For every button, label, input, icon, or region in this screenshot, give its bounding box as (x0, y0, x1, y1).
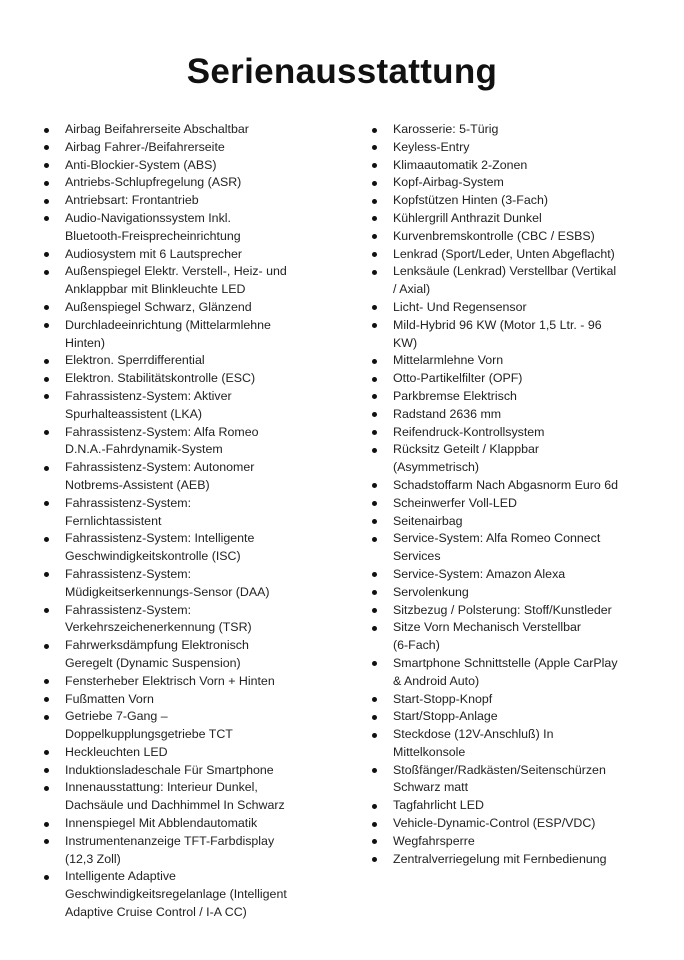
list-item-text: D.N.A.-Fahrdynamik-System (65, 442, 223, 457)
bullet-icon (44, 822, 49, 827)
list-item-text: Smartphone Schnittstelle (Apple CarPlay (393, 655, 618, 670)
list-item (372, 797, 672, 815)
list-item-text: Zentralverriegelung mit Fernbedienung (393, 851, 607, 866)
list-item (44, 673, 344, 691)
bullet-icon (372, 768, 377, 773)
bullet-icon (44, 216, 49, 221)
bullet-icon (372, 715, 377, 720)
list-item-text: Service-System: Alfa Romeo Connect (393, 531, 601, 546)
bullet-icon (372, 572, 377, 577)
list-item-text: Notbrems-Assistent (AEB) (65, 477, 210, 492)
bullet-icon (44, 430, 49, 435)
list-item-text: Scheinwerfer Voll-LED (393, 495, 517, 510)
bullet-icon (44, 128, 49, 133)
list-item-text: Fahrassistenz-System: Autonomer (65, 460, 255, 475)
list-item-text: Fahrassistenz-System: (65, 602, 192, 617)
list-item (372, 530, 672, 566)
list-item-text: Start/Stopp-Anlage (393, 709, 498, 724)
list-item (372, 174, 672, 192)
list-item (372, 655, 672, 691)
list-item-text: KW) (393, 335, 418, 350)
bullet-icon (372, 733, 377, 738)
bullet-icon (372, 857, 377, 862)
list-item-text: Audio-Navigationssystem Inkl. (65, 210, 231, 225)
list-item-text: Parkbremse Elektrisch (393, 388, 517, 403)
list-item-text: Sitze Vorn Mechanisch Verstellbar (393, 620, 582, 635)
list-item-text: Airbag Beifahrerseite Abschaltbar (65, 122, 249, 136)
list-item (372, 495, 672, 513)
list-item-text: Antriebsart: Frontantrieb (65, 193, 199, 208)
bullet-icon (44, 839, 49, 844)
bullet-icon (372, 822, 377, 827)
list-item-text: Sitzbezug / Polsterung: Stoff/Kunstleder (393, 602, 612, 617)
bullet-icon (44, 394, 49, 399)
bullet-icon (44, 501, 49, 506)
list-item (372, 726, 672, 762)
list-item-text: (Asymmetrisch) (393, 460, 480, 475)
list-item-text: / Axial) (393, 282, 431, 297)
list-item-text: Start-Stopp-Knopf (393, 691, 493, 706)
list-item (44, 139, 344, 157)
list-item-text: Audiosystem mit 6 Lautsprecher (65, 246, 242, 261)
list-item-text: Kopf-Airbag-System (393, 175, 504, 190)
list-item (372, 317, 672, 353)
bullet-icon (44, 199, 49, 204)
list-item-text: Antriebs-Schlupfregelung (ASR) (65, 175, 242, 190)
bullet-icon (44, 608, 49, 613)
list-item-text: Seitenairbag (393, 513, 463, 528)
list-item-text: Schadstoffarm Nach Abgasnorm Euro 6d (393, 477, 618, 492)
list-item-text: Dachsäule und Dachhimmel In Schwarz (65, 798, 285, 813)
list-item-text: Fensterheber Elektrisch Vorn + Hinten (65, 673, 275, 688)
bullet-icon (372, 145, 377, 150)
list-item-text: Mild-Hybrid 96 KW (Motor 1,5 Ltr. - 96 (393, 317, 602, 332)
list-item-text: Mittelarmlehne Vorn (393, 353, 504, 368)
bullet-icon (372, 305, 377, 310)
list-item-text: Durchladeeinrichtung (Mittelarmlehne (65, 317, 271, 332)
list-item-text: Radstand 2636 mm (393, 406, 502, 421)
list-item-text: Airbag Fahrer-/Beifahrerseite (65, 139, 225, 154)
bullet-icon (44, 786, 49, 791)
bullet-icon (44, 697, 49, 702)
list-item-text: Fahrassistenz-System: (65, 495, 192, 510)
bullet-icon (372, 359, 377, 364)
bullet-icon (44, 270, 49, 275)
bullet-icon (44, 323, 49, 328)
list-item (44, 530, 344, 566)
bullet-icon (372, 590, 377, 595)
list-item (372, 228, 672, 246)
list-item-text: (6-Fach) (393, 638, 440, 653)
list-item (44, 174, 344, 192)
list-item-text: Bluetooth-Freisprecheinrichtung (65, 228, 241, 243)
list-item-text: Innenausstattung: Interieur Dunkel, (65, 780, 258, 795)
list-item (372, 833, 672, 851)
list-item (44, 157, 344, 175)
list-item (372, 477, 672, 495)
bullet-icon (44, 466, 49, 471)
bullet-icon (372, 216, 377, 221)
list-item-text: Intelligente Adaptive (65, 869, 176, 884)
list-item-text: (12,3 Zoll) (65, 851, 121, 866)
list-item-text: Fahrassistenz-System: Intelligente (65, 531, 255, 546)
list-item (44, 691, 344, 709)
list-item (44, 602, 344, 638)
list-item (44, 424, 344, 460)
list-item-text: Tagfahrlicht LED (393, 798, 484, 813)
list-item-text: Lenkrad (Sport/Leder, Unten Abgeflacht) (393, 246, 615, 261)
bullet-icon (372, 608, 377, 613)
list-item-text: Vehicle-Dynamic-Control (ESP/VDC) (393, 816, 596, 831)
list-item (44, 299, 344, 317)
page-title: Serienausstattung (186, 52, 498, 91)
bullet-icon (44, 679, 49, 684)
list-item-text: Schwarz matt (393, 780, 469, 795)
list-item-text: Kühlergrill Anthrazit Dunkel (393, 210, 542, 225)
bullet-icon (44, 145, 49, 150)
list-item-text: Spurhalteassistent (LKA) (65, 406, 203, 421)
bullet-icon (372, 199, 377, 204)
bullet-icon (44, 768, 49, 773)
list-item (372, 424, 672, 442)
list-item-text: Anti-Blockier-System (ABS) (65, 157, 217, 172)
list-item-text: Stoßfänger/Radkästen/Seitenschürzen (393, 762, 606, 777)
list-item-text: Doppelkupplungsgetriebe TCT (65, 727, 233, 742)
list-item-text: Fußmatten Vorn (65, 691, 154, 706)
list-item-text: Fahrassistenz-System: (65, 566, 192, 581)
list-item-text: Verkehrszeichenerkennung (TSR) (65, 620, 252, 635)
list-item (44, 762, 344, 780)
list-item (44, 210, 344, 246)
bullet-icon (44, 875, 49, 880)
bullet-icon (44, 163, 49, 168)
list-item-text: Keyless-Entry (393, 139, 470, 154)
list-item-text: Elektron. Stabilitätskontrolle (ESC) (65, 371, 256, 386)
list-item-text: Innenspiegel Mit Abblendautomatik (65, 816, 258, 831)
list-item-text: Rücksitz Geteilt / Klappbar (393, 442, 539, 457)
list-item (372, 513, 672, 531)
bullet-icon (372, 323, 377, 328)
list-item (372, 815, 672, 833)
list-item (44, 708, 344, 744)
bullet-icon (44, 305, 49, 310)
list-item-text: Außenspiegel Elektr. Verstell-, Heiz- und (65, 264, 287, 279)
list-item (372, 299, 672, 317)
list-item-text: Licht- Und Regensensor (393, 299, 527, 314)
bullet-icon (372, 661, 377, 666)
list-item-text: Services (393, 549, 441, 564)
bullet-icon (44, 252, 49, 257)
list-item-text: Servolenkung (393, 584, 469, 599)
list-item-text: Außenspiegel Schwarz, Glänzend (65, 299, 252, 314)
list-item (372, 602, 672, 620)
list-item-text: Hinten) (65, 335, 105, 350)
bullet-icon (44, 377, 49, 382)
list-item-text: Kurvenbremskontrolle (CBC / ESBS) (393, 228, 595, 243)
list-item (372, 139, 672, 157)
list-item-text: Klimaautomatik 2-Zonen (393, 157, 528, 172)
bullet-icon (372, 252, 377, 257)
bullet-icon (372, 270, 377, 275)
list-item (44, 833, 344, 869)
bullet-icon (372, 430, 377, 435)
bullet-icon (44, 644, 49, 649)
list-item (44, 192, 344, 210)
list-item (44, 744, 344, 762)
list-item-text: Fahrassistenz-System: Alfa Romeo (65, 424, 259, 439)
list-item-text: Fahrassistenz-System: Aktiver (65, 388, 232, 403)
bullet-icon (372, 234, 377, 239)
bullet-icon (44, 715, 49, 720)
bullet-icon (372, 519, 377, 524)
equipment-list-left (44, 121, 344, 922)
bullet-icon (44, 359, 49, 364)
bullet-icon (372, 394, 377, 399)
bullet-icon (372, 839, 377, 844)
bullet-icon (372, 537, 377, 542)
list-item (372, 691, 672, 709)
equipment-list-right (372, 121, 672, 868)
list-item (44, 779, 344, 815)
list-item (44, 495, 344, 531)
list-item (372, 762, 672, 798)
list-item (44, 352, 344, 370)
list-item (44, 388, 344, 424)
bullet-icon (372, 697, 377, 702)
list-item (44, 815, 344, 833)
list-item (372, 370, 672, 388)
list-item (44, 263, 344, 299)
list-item (372, 619, 672, 655)
list-item-text: Mittelkonsole (393, 744, 466, 759)
bullet-icon (372, 163, 377, 168)
bullet-icon (372, 181, 377, 186)
list-item (372, 441, 672, 477)
bullet-icon (44, 537, 49, 542)
list-item (372, 210, 672, 228)
bullet-icon (372, 412, 377, 417)
list-item-text: Heckleuchten LED (65, 744, 168, 759)
list-item-text: Kopfstützen Hinten (3-Fach) (393, 193, 548, 208)
list-item-text: Induktionsladeschale Für Smartphone (65, 762, 274, 777)
list-item-text: Fahrwerksdämpfung Elektronisch (65, 638, 249, 653)
list-item (372, 388, 672, 406)
list-item-text: Service-System: Amazon Alexa (393, 566, 566, 581)
bullet-icon (372, 804, 377, 809)
list-item (44, 459, 344, 495)
bullet-icon (44, 572, 49, 577)
list-item (44, 637, 344, 673)
bullet-icon (372, 501, 377, 506)
bullet-icon (372, 483, 377, 488)
bullet-icon (44, 181, 49, 186)
list-item-text: Getriebe 7-Gang – (65, 709, 168, 724)
bullet-icon (372, 377, 377, 382)
list-item-text: Anklappbar mit Blinkleuchte LED (65, 282, 246, 297)
list-item-text: Instrumentenanzeige TFT-Farbdisplay (65, 833, 275, 848)
list-item-text: & Android Auto) (393, 673, 480, 688)
list-item (372, 157, 672, 175)
list-item-text: Fernlichtassistent (65, 513, 162, 528)
list-item (44, 317, 344, 353)
list-item-text: Müdigkeitserkennungs-Sensor (DAA) (65, 584, 270, 599)
list-item (372, 246, 672, 264)
list-item (372, 121, 672, 139)
list-item (372, 352, 672, 370)
list-item-text: Steckdose (12V-Anschluß) In (393, 727, 554, 742)
list-item (372, 406, 672, 424)
list-item-text: Elektron. Sperrdifferential (65, 353, 205, 368)
list-item (44, 868, 344, 921)
list-item-text: Otto-Partikelfilter (OPF) (393, 371, 523, 386)
list-item (372, 566, 672, 584)
list-item (44, 370, 344, 388)
bullet-icon (372, 128, 377, 133)
list-item-text: Geschwindigkeitskontrolle (ISC) (65, 549, 241, 564)
list-item (372, 708, 672, 726)
list-item-text: Wegfahrsperre (393, 833, 475, 848)
list-item (44, 121, 344, 139)
list-item (372, 851, 672, 869)
list-item-text: Lenksäule (Lenkrad) Verstellbar (Vertikal (393, 264, 617, 279)
list-item-text: Adaptive Cruise Control / I-A CC) (65, 905, 247, 920)
list-item (372, 192, 672, 210)
bullet-icon (372, 448, 377, 453)
list-item-text: Reifendruck-Kontrollsystem (393, 424, 545, 439)
bullet-icon (44, 750, 49, 755)
list-item (372, 263, 672, 299)
bullet-icon (372, 626, 377, 631)
list-item (372, 584, 672, 602)
list-item-text: Geregelt (Dynamic Suspension) (65, 655, 241, 670)
list-item (44, 566, 344, 602)
list-item (44, 246, 344, 264)
list-item-text: Karosserie: 5-Türig (393, 122, 499, 136)
list-item-text: Geschwindigkeitsregelanlage (Intelligent (65, 887, 287, 902)
